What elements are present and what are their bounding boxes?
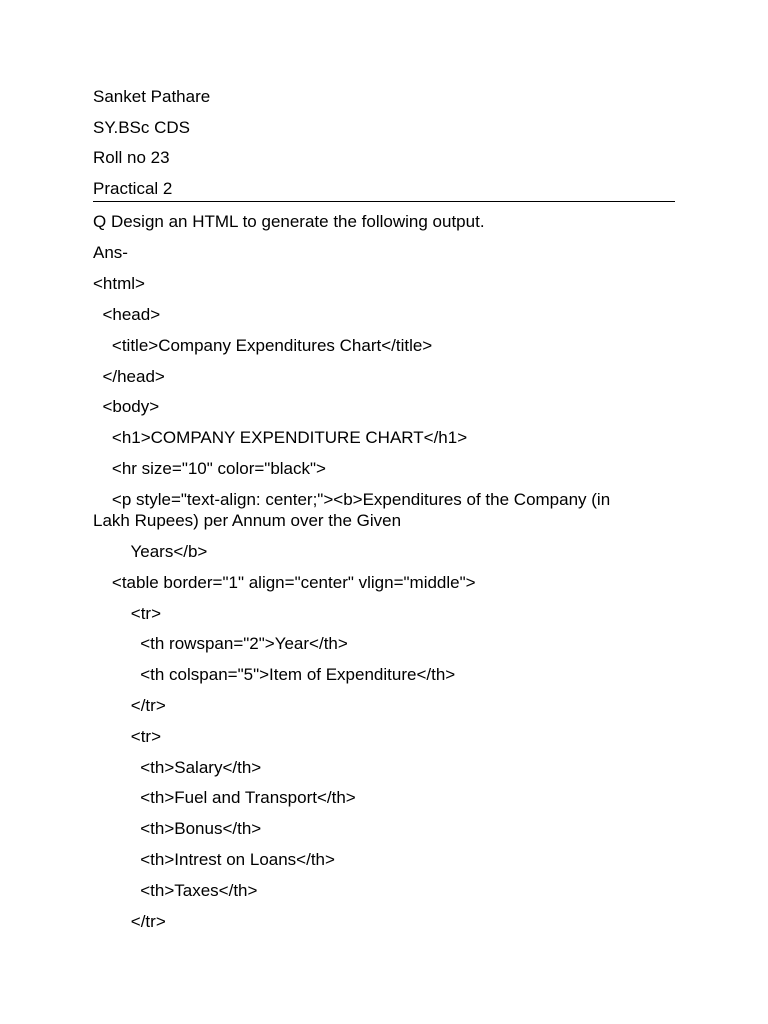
header-divider	[93, 201, 675, 202]
question-text: Q Design an HTML to generate the following output.	[93, 212, 485, 231]
code-line: <th colspan="5">Item of Expenditure</th>	[93, 665, 456, 684]
code-line: <html>	[93, 274, 145, 293]
answer-label: Ans-	[93, 243, 128, 262]
code-line: <hr size="10" color="black">	[93, 459, 326, 478]
code-line: <th rowspan="2">Year</th>	[93, 634, 348, 653]
practical-title: Practical 2	[93, 179, 173, 198]
code-line: <th>Bonus</th>	[93, 819, 262, 838]
code-line: <tr>	[93, 727, 162, 746]
code-line: <table border="1" align="center" vlign="middle">	[93, 573, 476, 592]
code-line: <th>Taxes</th>	[93, 881, 258, 900]
code-line: <title>Company Expenditures Chart</title>	[93, 336, 433, 355]
code-line: <th>Salary</th>	[93, 758, 262, 777]
code-line: </tr>	[93, 696, 166, 715]
code-line: <p style="text-align: center;"><b>Expenditures of the Company (in	[93, 490, 611, 509]
code-line: <h1>COMPANY EXPENDITURE CHART</h1>	[93, 428, 468, 447]
code-line: <head>	[93, 305, 161, 324]
code-line: <tr>	[93, 604, 162, 623]
code-line: Years</b>	[93, 542, 208, 561]
student-class: SY.BSc CDS	[93, 118, 191, 137]
roll-number: Roll no 23	[93, 148, 170, 167]
student-name: Sanket Pathare	[93, 87, 211, 106]
code-line: </head>	[93, 367, 165, 386]
code-line: <body>	[93, 397, 160, 416]
code-line: Lakh Rupees) per Annum over the Given	[93, 511, 402, 530]
code-line: </tr>	[93, 912, 166, 931]
code-line: <th>Intrest on Loans</th>	[93, 850, 335, 869]
code-line: <th>Fuel and Transport</th>	[93, 788, 356, 807]
